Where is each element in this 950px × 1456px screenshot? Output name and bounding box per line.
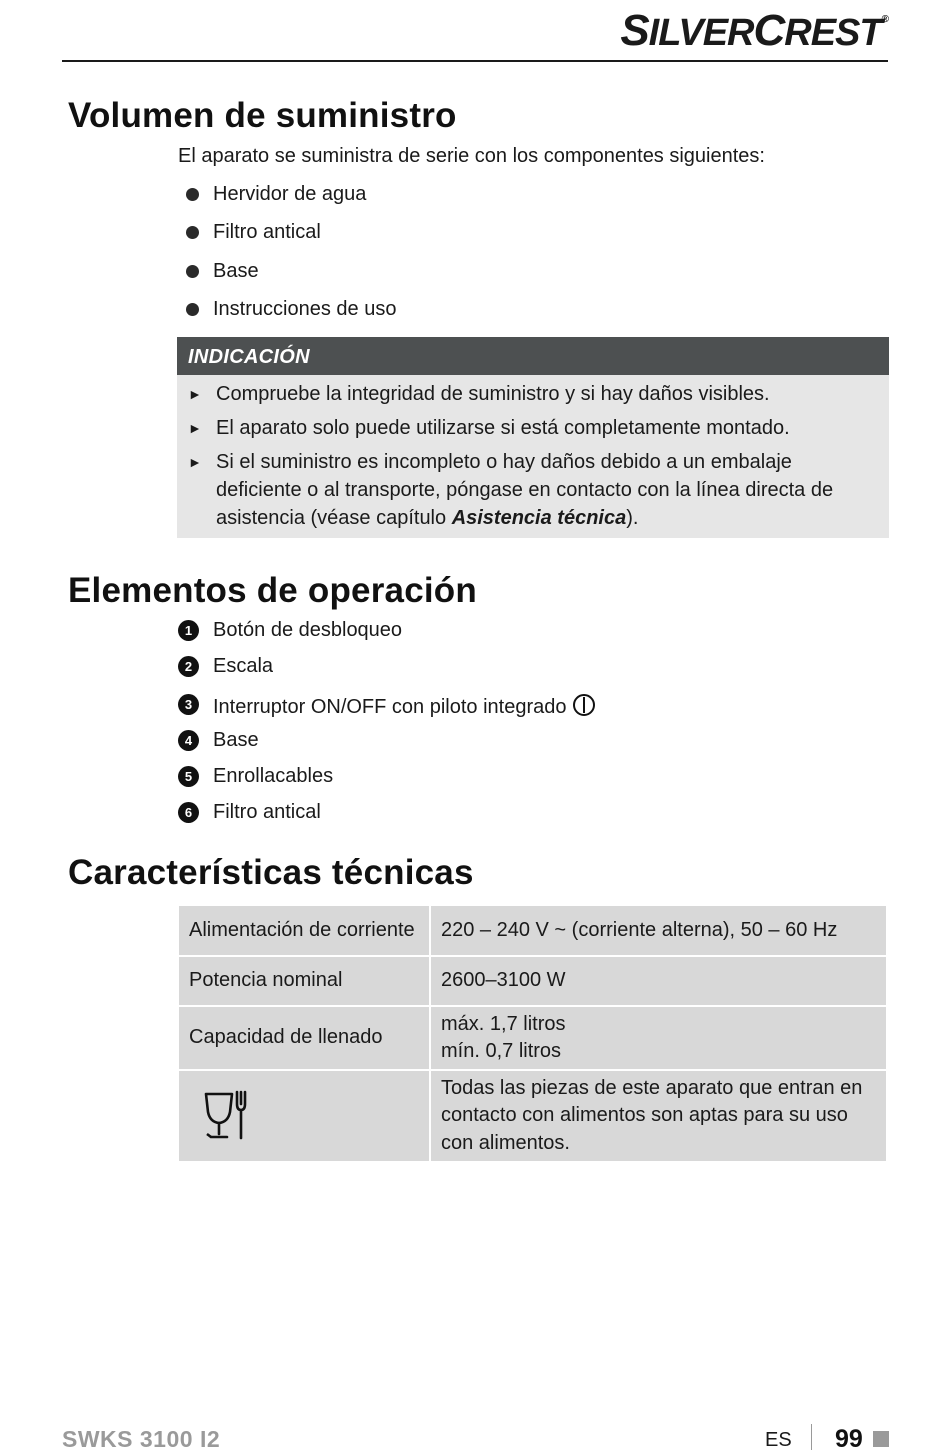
spec-table — [177, 904, 888, 1163]
number-badge: 6 — [178, 802, 199, 823]
controls-list — [178, 617, 595, 835]
controls-heading: Elementos de operación — [68, 571, 477, 610]
footer-divider — [811, 1424, 812, 1450]
footer-model: SWKS 3100 I2 — [62, 1426, 221, 1452]
arrow-right-icon: ► — [188, 420, 202, 437]
bullet-icon — [186, 188, 199, 201]
bullet-icon — [186, 303, 199, 316]
note-box — [177, 337, 889, 538]
bullet-icon — [186, 265, 199, 278]
supply-list — [178, 180, 396, 333]
arrow-right-icon: ► — [188, 386, 202, 402]
spec-value: máx. 1,7 litros mín. 0,7 litros — [431, 1007, 886, 1069]
note-list — [177, 375, 889, 533]
bullet-icon — [186, 226, 199, 239]
list-item: 2 Escala — [178, 653, 595, 689]
food-safe-icon — [203, 1090, 253, 1142]
header-divider — [62, 60, 888, 62]
page-number: 99 — [835, 1425, 863, 1453]
note-heading: INDICACIÓN — [177, 337, 889, 375]
power-icon — [573, 694, 595, 716]
spec-label: Capacidad de llenado — [179, 1007, 429, 1069]
number-badge: 4 — [178, 730, 199, 751]
table-row — [179, 906, 886, 955]
spec-label: Alimentación de corriente — [179, 906, 429, 955]
arrow-right-icon: ► — [188, 454, 202, 471]
brand-logo: SILVERCREST® — [620, 6, 888, 55]
number-badge: 2 — [178, 656, 199, 677]
list-item: Filtro antical — [178, 218, 396, 256]
spec-label — [179, 1071, 429, 1161]
specs-heading: Características técnicas — [68, 853, 474, 892]
list-item: Instrucciones de uso — [178, 295, 396, 333]
spec-label: Potencia nominal — [179, 957, 429, 1005]
spec-value: Todas las piezas de este aparato que entran en contacto con alimentos son aptas para su uso con alimentos. — [431, 1071, 886, 1161]
footer-language: ES — [765, 1429, 792, 1451]
supply-heading: Volumen de suministro — [68, 96, 457, 135]
note-emphasis: Asistencia técnica — [451, 506, 627, 529]
number-badge: 5 — [178, 766, 199, 787]
list-item: 6 Filtro antical — [178, 799, 595, 835]
table-row — [179, 957, 886, 1005]
list-item: 5 Enrollacables — [178, 763, 595, 799]
list-item: 3 Interruptor ON/OFF con piloto integrado — [178, 689, 595, 727]
table-row — [179, 1007, 886, 1069]
list-item: 1 Botón de desbloqueo — [178, 617, 595, 653]
note-item: ► Compruebe la integridad de suministro y si hay daños visibles. — [188, 381, 877, 409]
spec-value: 220 – 240 V ~ (corriente alterna), 50 – 60 Hz — [431, 906, 886, 955]
list-item: Hervidor de agua — [178, 180, 396, 218]
spec-value: 2600–3100 W — [431, 957, 886, 1005]
list-item: 4 Base — [178, 727, 595, 763]
number-badge: 3 — [178, 694, 199, 715]
list-item: Base — [178, 257, 396, 295]
note-item: ► El aparato solo puede utilizarse si está completamente montado. — [188, 415, 877, 443]
supply-intro: El aparato se suministra de serie con los componentes siguientes: — [178, 145, 765, 167]
table-row — [179, 1071, 886, 1161]
page-marker-icon — [873, 1431, 889, 1447]
number-badge: 1 — [178, 620, 199, 641]
note-item: ► Si el suministro es incompleto o hay daños debido a un embalaje deficiente o al transporte, póngase en contacto con la línea directa de asistencia (véase capítulo Asistencia técnica). — [188, 451, 834, 529]
